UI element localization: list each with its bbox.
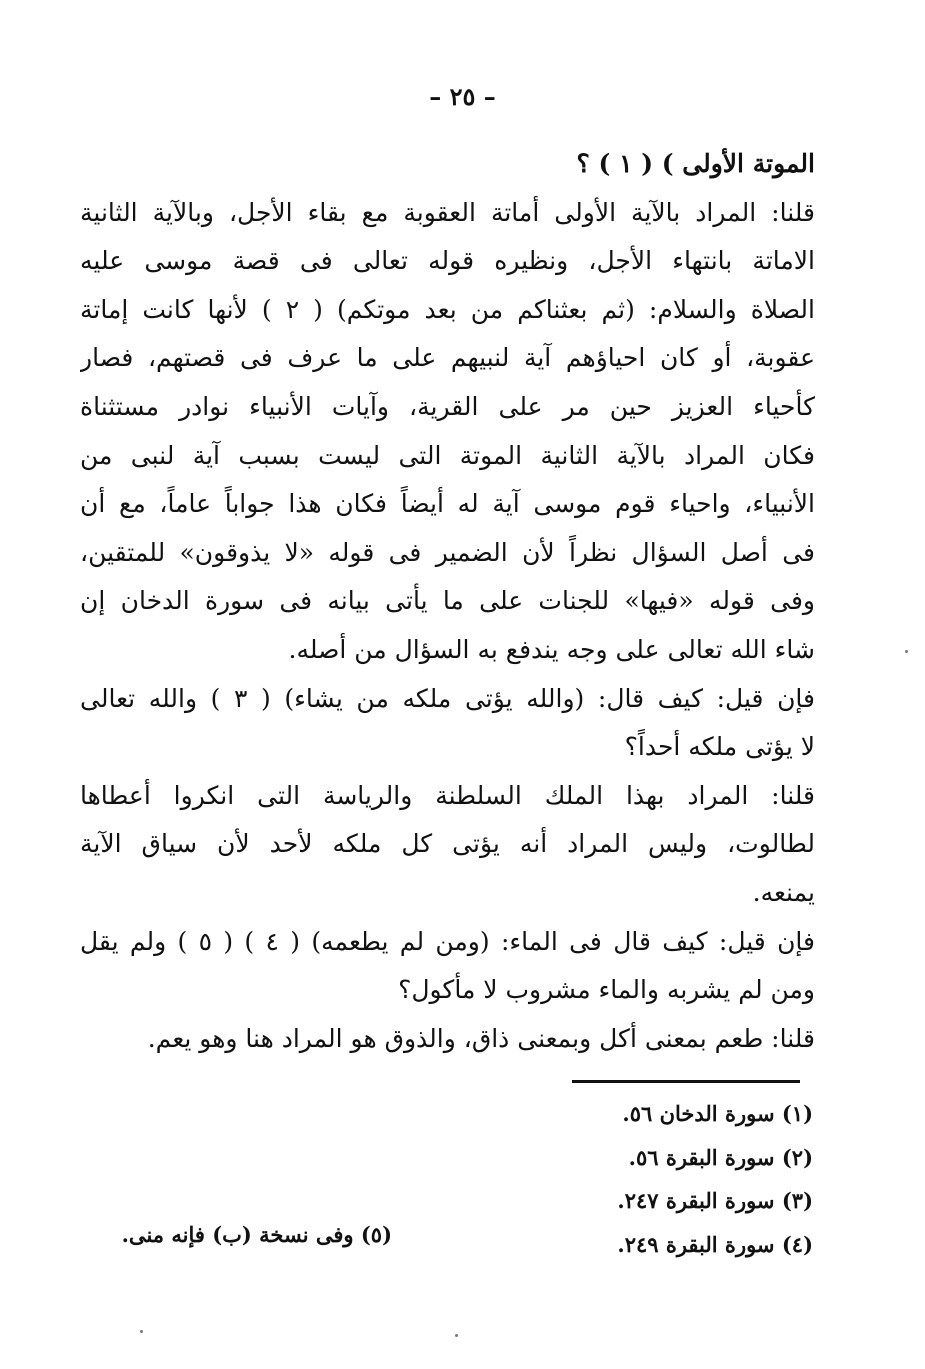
- footnote-5: (٥) وفى نسخة (ب) فإنه منى.: [121, 1222, 392, 1247]
- text-line-7: فكان المراد بالآية الثانية الموتة التى ليست بسبب آية لنبى من: [80, 440, 815, 470]
- page-number: – ٢٥ –: [429, 82, 496, 111]
- text-line-6: كأحياء العزيز حين مر على القرية، وآيات الأنبياء نوادر مستثناة: [80, 391, 815, 421]
- text-line-14: قلنا: المراد بهذا الملك السلطنة والرياسة التى انكروا أعطاها: [80, 780, 815, 810]
- text-line-19: قلنا: طعم بمعنى أكل وبمعنى ذاق، والذوق هو المراد هنا وهو يعم.: [147, 1023, 815, 1053]
- text-line-11: شاء الله تعالى على وجه يندفع به السؤال من أصله.: [288, 634, 815, 664]
- text-line-10: وفى قوله «فيها» للجنات على ما يأتى بيانه فى سورة الدخان إن: [80, 586, 815, 616]
- scan-speck: [455, 1334, 458, 1337]
- text-line-8: الأنبياء، واحياء قوم موسى آية له أيضاً فكان هذا جواباً عاماً، مع أن: [80, 489, 815, 519]
- text-line-1: الموتة الأولى ) ( ١ ) ؟: [576, 149, 815, 178]
- text-line-18: ومن لم يشربه والماء مشروب لا مأكول؟: [398, 975, 815, 1005]
- text-line-12: فإن قيل: كيف قال: (والله يؤتى ملكه من يشاء) ( ٣ ) والله تعالى: [80, 683, 815, 713]
- footnote-1: (١) سورة الدخان ٥٦.: [622, 1101, 813, 1126]
- footnote-2: (٢) سورة البقرة ٥٦.: [628, 1144, 813, 1170]
- body-text: [80, 140, 815, 1063]
- footnotes: [453, 1092, 813, 1266]
- text-line-15: لطالوت، وليس المراد أنه يؤتى كل ملكه لأحد لأن سياق الآية: [80, 829, 815, 859]
- text-line-13: لا يؤتى ملكه أحداً؟: [624, 732, 815, 762]
- text-line-9: فى أصل السؤال نظراً لأن الضمير فى قوله «لا يذوقون» للمتقين،: [80, 537, 815, 567]
- footnote-separator: [572, 1080, 800, 1083]
- scan-speck: [140, 1330, 143, 1333]
- text-line-3: الاماتة بانتهاء الأجل، ونظيره قوله تعالى فى قصة موسى عليه: [80, 246, 815, 276]
- text-line-16: يمنعه.: [752, 877, 815, 907]
- footnote-4: (٤) سورة البقرة ٢٤٩.: [617, 1231, 813, 1257]
- text-line-5: عقوبة، أو كان احياؤهم آية لنبيهم على ما عرف فى قصتهم، فصار: [80, 343, 815, 373]
- text-line-2: قلنا: المراد بالآية الأولى أماتة العقوبة مع بقاء الأجل، وبالآية الثانية: [80, 197, 815, 227]
- scan-speck: [905, 650, 908, 653]
- text-line-17: فإن قيل: كيف قال فى الماء: (ومن لم يطعمه) ( ٤ ) ( ٥ ) ولم يقل: [80, 926, 815, 956]
- text-line-4: الصلاة والسلام: (ثم بعثناكم من بعد موتكم) ( ٢ ) لأنها كانت إماتة: [80, 294, 815, 324]
- footnote-3: (٣) سورة البقرة ٢٤٧.: [617, 1188, 813, 1213]
